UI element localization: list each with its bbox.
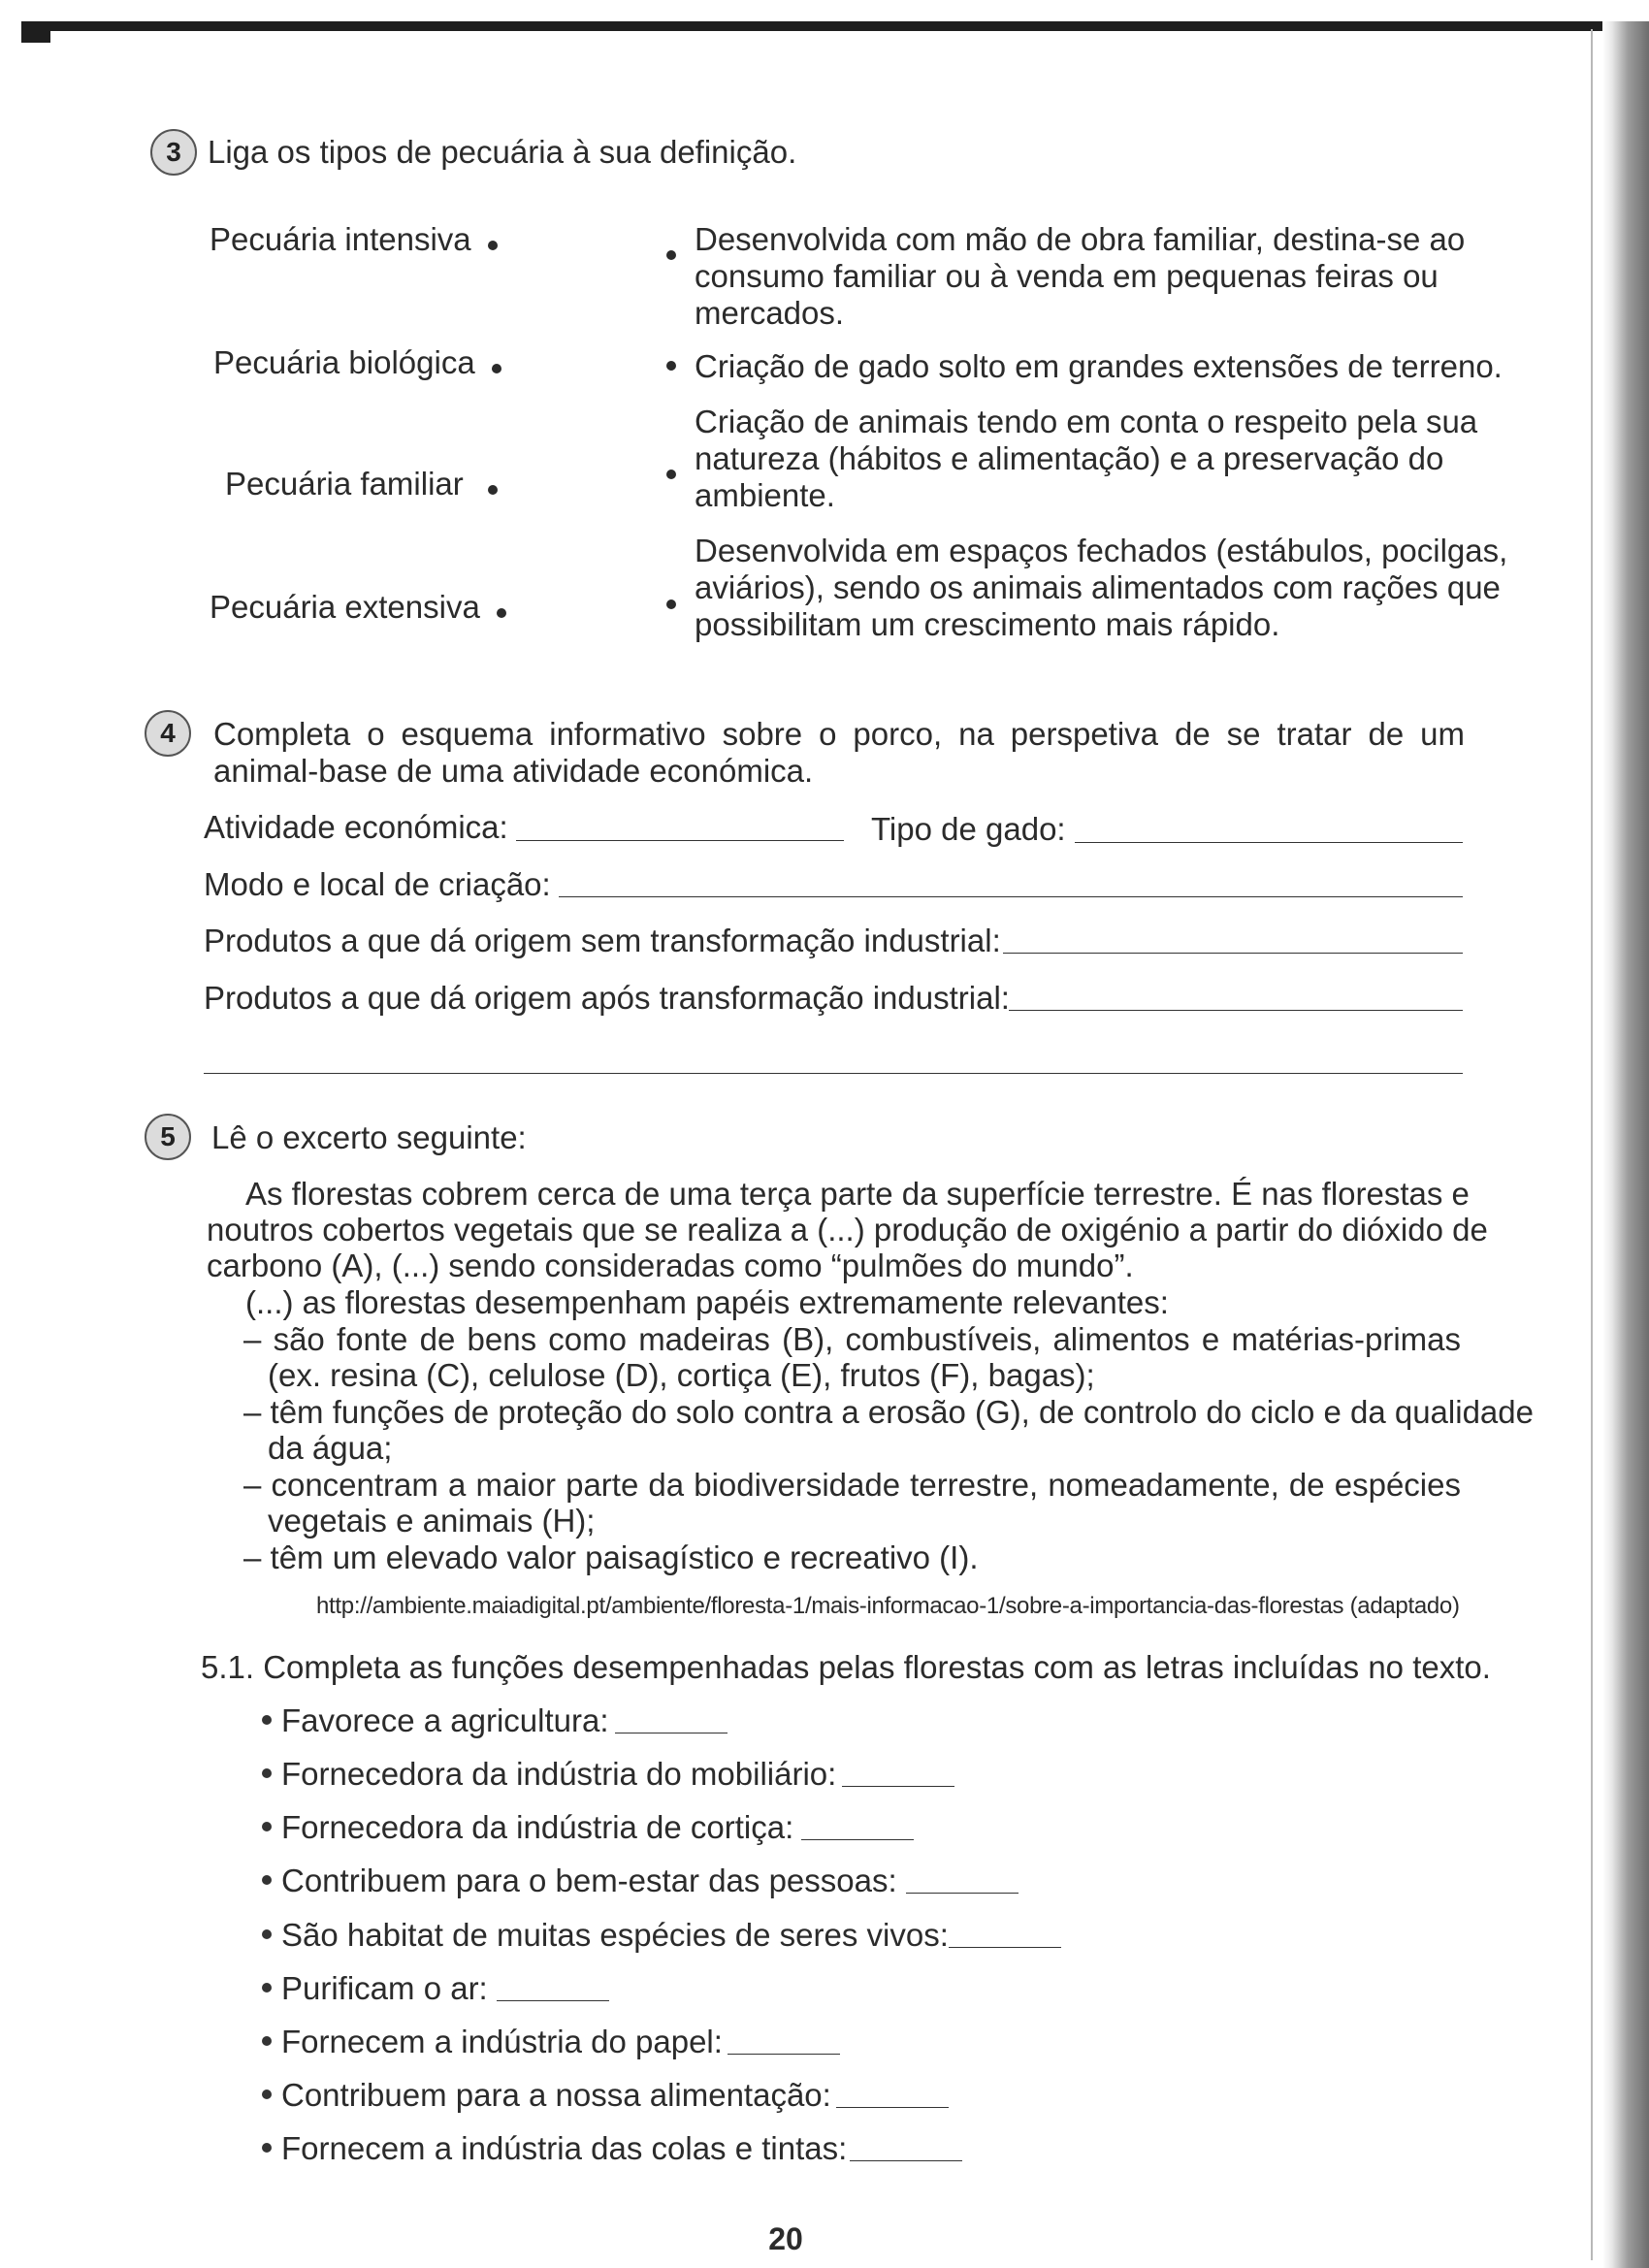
q3-left-item xyxy=(213,344,501,381)
question-4-number: 4 xyxy=(145,710,191,757)
q3-left-dot[interactable] xyxy=(488,241,498,250)
top-border xyxy=(21,21,1632,31)
q5-item-label: Fornecem a indústria do papel: xyxy=(281,2024,723,2059)
field-label-modo: Modo e local de criação: xyxy=(204,866,551,902)
q3-left-item xyxy=(210,221,498,258)
q3-right-dot[interactable] xyxy=(666,361,676,371)
q3-right-dot[interactable] xyxy=(666,250,676,260)
q3-definition-line: aviários), sendo os animais alimentados com rações que xyxy=(695,569,1501,605)
question-5-instruction: Lê o excerto seguinte: xyxy=(211,1119,527,1155)
page-number: 20 xyxy=(768,2221,803,2256)
q5-item-label: São habitat de muitas espécies de seres vivos: xyxy=(281,1917,949,1953)
field-line-modo[interactable] xyxy=(559,896,1463,897)
field-label-sem-transformacao: Produtos a que dá origem sem transformação industrial: xyxy=(204,923,1001,958)
q3-left-label: Pecuária biológica xyxy=(213,344,475,380)
bullet-icon xyxy=(262,1715,272,1725)
top-border-tab xyxy=(21,21,50,43)
q3-definition xyxy=(695,221,1465,332)
q3-right-dot[interactable] xyxy=(666,470,676,479)
q5-item-answer-line[interactable] xyxy=(836,2107,949,2108)
question-3-instruction: Liga os tipos de pecuária à sua definição. xyxy=(208,134,797,170)
field-label-atividade: Atividade económica: xyxy=(204,809,508,845)
q5-item xyxy=(262,1970,488,2007)
sub-question-5-1: 5.1. Completa as funções desempenhadas pelas florestas com as letras incluídas no texto. xyxy=(201,1649,1491,1685)
q5-item xyxy=(262,2130,847,2167)
q3-left-label: Pecuária intensiva xyxy=(210,221,471,257)
q5-item xyxy=(262,2024,723,2060)
q5-item-label: Contribuem para a nossa alimentação: xyxy=(281,2077,831,2113)
q5-item-answer-line[interactable] xyxy=(801,1839,914,1840)
binder-shadow xyxy=(1602,21,1649,2268)
bullet-icon xyxy=(262,1929,272,1939)
bullet-icon xyxy=(262,2036,272,2046)
q5-item-label: Contribuem para o bem-estar das pessoas: xyxy=(281,1863,897,1898)
bullet-icon xyxy=(262,1768,272,1778)
q3-definition-line: mercados. xyxy=(695,295,845,331)
question-4-instruction-line2: animal-base de uma atividade económica. xyxy=(213,753,814,789)
q5-item-answer-line[interactable] xyxy=(728,2054,840,2055)
q3-left-dot[interactable] xyxy=(497,608,506,618)
q5-item xyxy=(262,1863,897,1899)
q3-left-item xyxy=(210,589,506,626)
excerpt-line: carbono (A), (...) sendo consideradas como “pulmões do mundo”. xyxy=(207,1247,1134,1283)
q3-definition-line: Desenvolvida em espaços fechados (estábulos, pocilgas, xyxy=(695,533,1508,568)
q5-item-label: Favorece a agricultura: xyxy=(281,1702,609,1738)
excerpt-line: – têm um elevado valor paisagístico e recreativo (I). xyxy=(243,1539,979,1575)
q5-item xyxy=(262,1756,836,1793)
q3-left-label: Pecuária extensiva xyxy=(210,589,480,625)
q5-item xyxy=(262,2077,831,2114)
excerpt-line: – são fonte de bens como madeiras (B), combustíveis, alimentos e matérias-primas xyxy=(243,1321,1461,1357)
q5-item-answer-line[interactable] xyxy=(842,1786,954,1787)
q3-definition-line: natureza (hábitos e alimentação) e a preservação do xyxy=(695,440,1444,476)
q5-item xyxy=(262,1809,793,1846)
q5-item-answer-line[interactable] xyxy=(850,2160,962,2161)
q3-left-dot[interactable] xyxy=(492,364,501,373)
q5-item xyxy=(262,1702,609,1739)
q3-definition-line: Criação de gado solto em grandes extensões de terreno. xyxy=(695,348,1503,384)
q5-item-label: Fornecedora da indústria de cortiça: xyxy=(281,1809,794,1845)
q5-item-answer-line[interactable] xyxy=(497,2000,609,2001)
q3-definition xyxy=(695,533,1507,643)
excerpt-line: noutros cobertos vegetais que se realiza a (...) produção de oxigénio a partir do dióxido de xyxy=(207,1212,1488,1247)
q5-item-answer-line[interactable] xyxy=(906,1893,1018,1894)
q3-left-label: Pecuária familiar xyxy=(225,466,464,502)
binder-line xyxy=(1591,29,1593,2260)
bullet-icon xyxy=(262,2143,272,2153)
bullet-icon xyxy=(262,2090,272,2099)
question-4-instruction-line1: Completa o esquema informativo sobre o porco, na perspetiva de se tratar de um xyxy=(213,716,1465,752)
bullet-icon xyxy=(262,1822,272,1831)
q3-definition-line: Desenvolvida com mão de obra familiar, destina-se ao xyxy=(695,221,1466,257)
field-line-apos-transformacao-continued[interactable] xyxy=(204,1073,1463,1074)
question-3-number: 3 xyxy=(150,129,197,176)
excerpt-line: As florestas cobrem cerca de uma terça parte da superfície terrestre. É nas florestas e xyxy=(245,1176,1470,1212)
excerpt-line: – concentram a maior parte da biodiversidade terrestre, nomeadamente, de espécies xyxy=(243,1467,1461,1503)
q3-definition xyxy=(695,404,1477,514)
field-line-apos-transformacao[interactable] xyxy=(1009,1010,1463,1011)
q3-left-dot[interactable] xyxy=(488,485,498,495)
excerpt-line: – têm funções de proteção do solo contra a erosão (G), de controlo do ciclo e da qualidade xyxy=(243,1394,1534,1430)
q3-definition-line: ambiente. xyxy=(695,477,835,513)
excerpt-line: (...) as florestas desempenham papéis extremamente relevantes: xyxy=(245,1284,1169,1320)
q5-item-label: Purificam o ar: xyxy=(281,1970,488,2006)
q3-definition-line: possibilitam um crescimento mais rápido. xyxy=(695,606,1280,642)
bullet-icon xyxy=(262,1875,272,1885)
excerpt-line: da água; xyxy=(268,1430,393,1466)
q5-item-label: Fornecem a indústria das colas e tintas: xyxy=(281,2130,848,2166)
q3-definition-line: Criação de animais tendo em conta o respeito pela sua xyxy=(695,404,1478,439)
q3-right-dot[interactable] xyxy=(666,599,676,609)
field-label-tipo-gado: Tipo de gado: xyxy=(871,811,1066,847)
q3-definition-line: consumo familiar ou à venda em pequenas feiras ou xyxy=(695,258,1439,294)
q3-definition xyxy=(695,348,1503,385)
question-5-number: 5 xyxy=(145,1114,191,1160)
excerpt-line: vegetais e animais (H); xyxy=(268,1503,596,1539)
excerpt-line: (ex. resina (C), celulose (D), cortiça (E), frutos (F), bagas); xyxy=(268,1357,1095,1393)
q5-item-answer-line[interactable] xyxy=(949,1947,1061,1948)
field-label-apos-transformacao: Produtos a que dá origem após transformação industrial: xyxy=(204,980,1010,1016)
excerpt-source: http://ambiente.maiadigital.pt/ambiente/floresta-1/mais-informacao-1/sobre-a-importancia-das-florestas (adaptado) xyxy=(316,1593,1460,1619)
q3-left-item xyxy=(225,466,498,502)
q5-item-label: Fornecedora da indústria do mobiliário: xyxy=(281,1756,837,1792)
q5-item xyxy=(262,1917,949,1954)
field-line-tipo-gado[interactable] xyxy=(1075,842,1463,843)
bullet-icon xyxy=(262,1983,272,1993)
field-line-atividade[interactable] xyxy=(516,840,844,841)
field-line-sem-transformacao[interactable] xyxy=(1003,953,1463,954)
